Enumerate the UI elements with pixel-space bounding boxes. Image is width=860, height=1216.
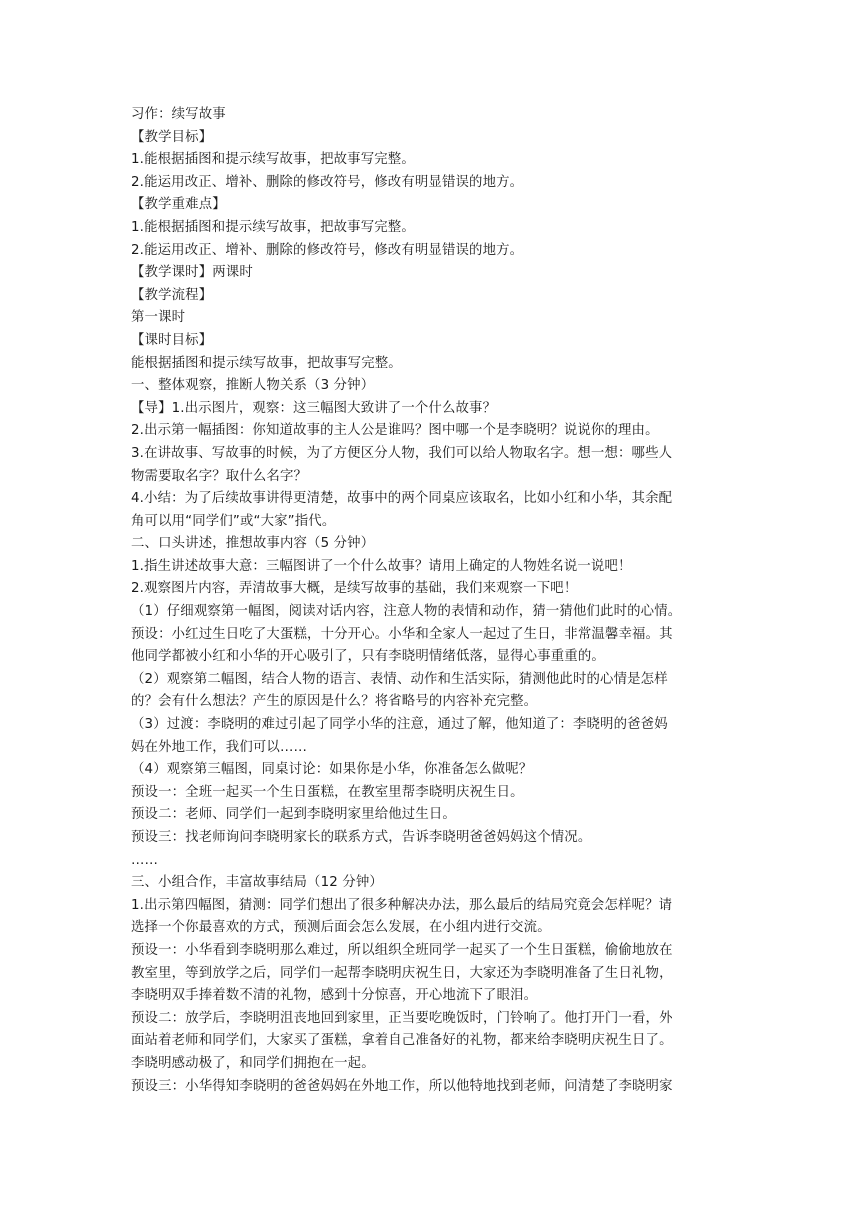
text-line: 【教学目标】	[131, 129, 213, 145]
text-line: 第一课时	[131, 310, 186, 326]
text-line: 预设三：小华得知李晓明的爸爸妈妈在外地工作，所以他特地找到老师，问清楚了李晓明家	[131, 1078, 673, 1094]
text-line: 1.能根据插图和提示续写故事，把故事写完整。	[131, 152, 415, 168]
text-line: 面站着老师和同学们，大家买了蛋糕，拿着自己准备好的礼物，都来给李晓明庆祝生日了。	[131, 1033, 673, 1049]
text-line: 妈在外地工作，我们可以……	[131, 739, 308, 755]
text-line: 【教学重难点】	[131, 197, 226, 213]
text-line: 选择一个你最喜欢的方式，预测后面会怎么发展，在小组内进行交流。	[131, 920, 551, 936]
text-line: 李晓明双手捧着数不清的礼物，感到十分惊喜，开心地流下了眼泪。	[131, 988, 538, 1004]
text-line: 【教学课时】两课时	[131, 265, 253, 281]
text-line: 2.观察图片内容，弄清故事大概，是续写故事的基础，我们来观察一下吧！	[131, 581, 578, 597]
text-line: 3.在讲故事、写故事的时候，为了方便区分人物，我们可以给人物取名字。想一想：哪些人	[131, 445, 673, 461]
text-line: 能根据插图和提示续写故事，把故事写完整。	[131, 355, 402, 371]
text-line: 【导】1.出示图片，观察：这三幅图大致讲了一个什么故事？	[131, 400, 497, 416]
text-line: 1.指生讲述故事大意：三幅图讲了一个什么故事？请用上确定的人物姓名说一说吧！	[131, 558, 632, 574]
text-line: 角可以用“同学们”或“大家”指代。	[131, 513, 336, 529]
text-line: 预设：小红过生日吃了大蛋糕，十分开心。小华和全家人一起过了生日，非常温馨幸福。其	[131, 626, 673, 642]
text-line: 教室里，等到放学之后，同学们一起帮李晓明庆祝生日，大家还为李晓明准备了生日礼物，	[131, 965, 673, 981]
text-line: 预设二：放学后，李晓明沮丧地回到家里，正当要吃晚饭时，门铃响了。他打开门一看，外	[131, 1010, 673, 1026]
text-line: ……	[131, 852, 159, 868]
text-line: （3）过渡：李晓明的难过引起了同学小华的注意，通过了解，他知道了：李晓明的爸爸妈	[131, 717, 668, 733]
text-line: 【课时目标】	[131, 332, 213, 348]
text-line: 的？会有什么想法？产生的原因是什么？将省略号的内容补充完整。	[131, 694, 538, 710]
text-line: 预设二：老师、同学们一起到李晓明家里给他过生日。	[131, 807, 456, 823]
text-line: 4.小结：为了后续故事讲得更清楚，故事中的两个同桌应该取名，比如小红和小华，其余配	[131, 491, 673, 507]
text-line: 2.能运用改正、增补、删除的修改符号，修改有明显错误的地方。	[131, 174, 524, 190]
text-line: 1.能根据插图和提示续写故事，把故事写完整。	[131, 219, 415, 235]
text-line: （4）观察第三幅图，同桌讨论：如果你是小华，你准备怎么做呢？	[131, 762, 533, 778]
text-line: 预设三：找老师询问李晓明家长的联系方式，告诉李晓明爸爸妈妈这个情况。	[131, 830, 592, 845]
text-line: （1）仔细观察第一幅图，阅读对话内容，注意人物的表情和动作，猜一猜他们此时的心情。	[131, 604, 682, 620]
text-line: 预设一：小华看到李晓明那么难过，所以组织全班同学一起买了一个生日蛋糕，偷偷地放在	[131, 942, 673, 958]
text-line: 习作：续写故事	[131, 107, 226, 122]
text-line: 三、小组合作，丰富故事结局（12 分钟）	[131, 875, 383, 891]
document-page	[131, 104, 741, 1098]
text-line: 李晓明感动极了，和同学们拥抱在一起。	[131, 1055, 375, 1071]
text-line: 2.能运用改正、增补、删除的修改符号，修改有明显错误的地方。	[131, 242, 524, 258]
text-line: 二、口头讲述，推想故事内容（5 分钟）	[131, 536, 375, 552]
text-line: 2.出示第一幅插图：你知道故事的主人公是谁吗？图中哪一个是李晓明？说说你的理由。	[131, 423, 659, 439]
text-line: 一、整体观察，推断人物关系（3 分钟）	[131, 378, 375, 394]
text-line: 1.出示第四幅图，猜测：同学们想出了很多种解决办法，那么最后的结局究竟会怎样呢？请	[131, 897, 673, 913]
text-line: 物需要取名字？取什么名字？	[131, 468, 308, 484]
text-line: 他同学都被小红和小华的开心吸引了，只有李晓明情绪低落，显得心事重重的。	[131, 649, 605, 665]
text-line: 【教学流程】	[131, 287, 213, 303]
text-line: 预设一：全班一起买一个生日蛋糕，在教室里帮李晓明庆祝生日。	[131, 784, 524, 800]
text-line: （2）观察第二幅图，结合人物的语言、表情、动作和生活实际，猜测他此时的心情是怎样	[131, 671, 668, 687]
